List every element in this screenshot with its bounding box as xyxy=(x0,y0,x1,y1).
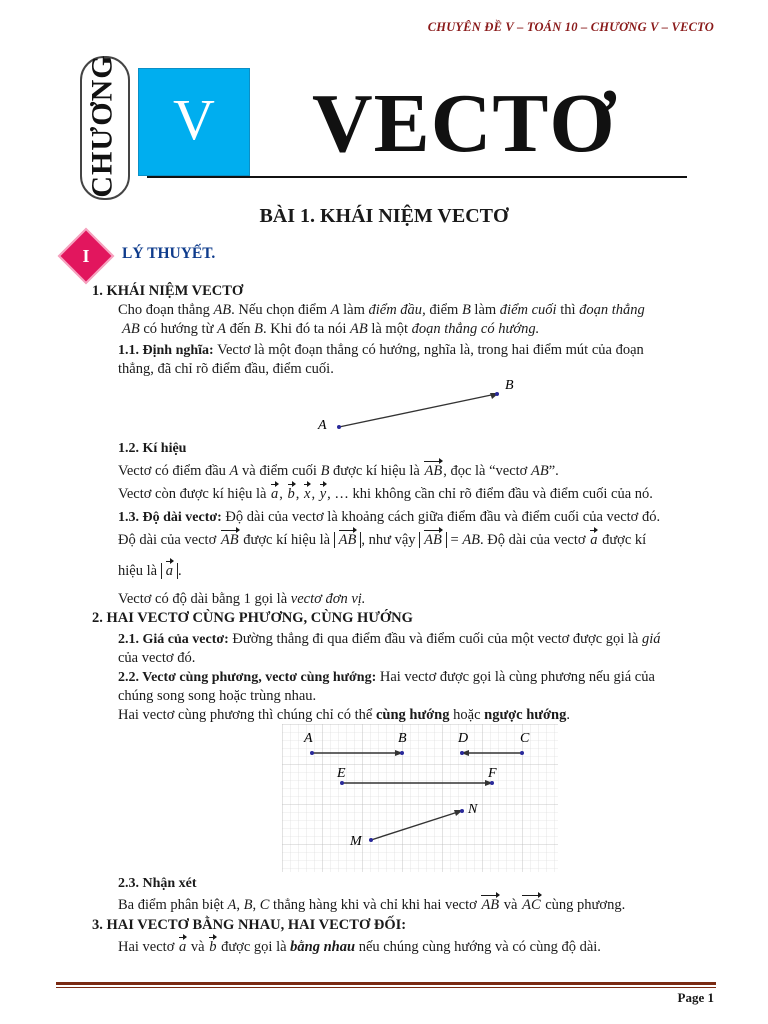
text: , như vậy xyxy=(361,532,416,548)
length-line-2 xyxy=(118,531,646,550)
length-line-3: hiệu là a . xyxy=(118,563,182,579)
term-directed-segment: đoạn thẳng có hướng. xyxy=(411,321,540,337)
point-m xyxy=(369,838,373,842)
equal-vectors-line xyxy=(118,938,601,957)
vector-AB-magnitude: AB xyxy=(338,532,357,548)
vector-ab-figure xyxy=(300,370,540,440)
term-equal: bằng nhau xyxy=(290,939,356,955)
math-A: A xyxy=(217,321,226,337)
text: và xyxy=(503,897,518,913)
text: thì xyxy=(560,302,576,318)
vector-AC: AC xyxy=(522,897,541,913)
text: . Nếu chọn điểm xyxy=(231,302,328,318)
paragraph-1-line-2 xyxy=(122,320,539,339)
paragraph-1-line-1 xyxy=(118,301,645,320)
section-title: LÝ THUYẾT. xyxy=(122,245,216,262)
title-divider xyxy=(147,176,687,178)
math-C: C xyxy=(259,897,270,913)
point-b xyxy=(495,392,499,396)
collinear-line-2: chúng song song hoặc trùng nhau. xyxy=(118,688,317,704)
term-segment: đoạn thẳng xyxy=(579,302,645,318)
point-e xyxy=(340,781,344,785)
text: Ba điểm phân biệt xyxy=(118,897,224,913)
math-A: A xyxy=(227,897,237,913)
text: thẳng hàng khi và chỉ khi hai vectơ xyxy=(273,897,477,913)
definition-text: Vectơ là một đoạn thẳng có hướng, nghĩa là, trong hai điểm mút của đoạn xyxy=(217,342,644,358)
text: được kí hiệu là xyxy=(333,463,420,479)
notation-line-2: Vectơ còn được kí hiệu là a, b, x, y, … khi không cần chỉ rõ điểm đầu và điểm cuối của nó. xyxy=(118,486,653,502)
term-end-point: điểm cuối xyxy=(499,302,557,318)
term-start-point: điểm đầu xyxy=(368,302,423,318)
text: , điểm xyxy=(422,302,459,318)
vector-a: a xyxy=(179,939,187,955)
text: Cho đoạn thẳng xyxy=(118,302,210,318)
label-c: C xyxy=(520,731,530,746)
math-AB: AB xyxy=(122,321,140,337)
length-label: 1.3. Độ dài vectơ: xyxy=(118,510,222,525)
text: Hai vectơ được gọi là cùng phương nếu giá của xyxy=(379,669,655,685)
text: là một xyxy=(371,321,408,337)
vector-AB-magnitude: AB xyxy=(424,532,442,548)
heading-2-3: 2.3. Nhận xét xyxy=(118,876,197,891)
vector-a-magnitude: a xyxy=(165,563,173,579)
text: Hai vectơ cùng phương thì chúng chỉ có thể xyxy=(118,707,373,723)
text: có hướng từ xyxy=(143,321,214,337)
vector-b: b xyxy=(287,486,295,502)
text: = xyxy=(450,532,459,548)
text: cùng phương. xyxy=(545,897,626,913)
text: Hai vectơ xyxy=(118,939,175,955)
text: , đọc là “vectơ xyxy=(443,463,528,479)
label-a: A xyxy=(318,418,327,433)
point-a xyxy=(310,751,314,755)
chapter-number-box: V xyxy=(138,68,250,176)
math-AB: AB xyxy=(213,302,232,318)
heading-3: 3. HAI VECTƠ BẰNG NHAU, HAI VECTƠ ĐỐI: xyxy=(92,917,407,933)
text: được gọi là xyxy=(221,939,287,955)
text: . Độ dài của vectơ xyxy=(480,532,586,548)
label-m: M xyxy=(350,834,362,849)
text: làm xyxy=(343,302,365,318)
chapter-label-text: CHƯƠNG xyxy=(86,54,119,198)
point-d xyxy=(460,751,464,755)
direction-grid-figure xyxy=(282,724,558,872)
math-B: B xyxy=(254,321,263,337)
vector-y: y xyxy=(319,486,327,502)
length-line-4 xyxy=(118,590,365,609)
vector-x: x xyxy=(304,486,311,502)
math-B: B xyxy=(461,302,471,318)
collinear-line-3 xyxy=(118,706,570,725)
term-opposite-direction: ngược hướng xyxy=(484,707,567,723)
label-a: A xyxy=(304,731,313,746)
text: nếu chúng cùng hướng và có cùng độ dài. xyxy=(358,939,601,955)
math-AB: AB xyxy=(530,463,549,479)
vector-AB: AB xyxy=(424,463,443,479)
lesson-title: BÀI 1. KHÁI NIỆM VECTƠ xyxy=(259,205,509,227)
chapter-label xyxy=(80,56,126,196)
heading-2: 2. HAI VECTƠ CÙNG PHƯƠNG, CÙNG HƯỚNG xyxy=(92,610,413,626)
point-f xyxy=(490,781,494,785)
math-A: A xyxy=(229,463,239,479)
text: , … khi không cần chỉ rõ điểm đầu và điểm cuối của nó. xyxy=(327,486,653,502)
text: Độ dài của vectơ xyxy=(118,532,217,548)
point-b xyxy=(400,751,404,755)
text: Độ dài của vectơ là khoảng cách giữa điểm đầu và điểm cuối của vectơ đó. xyxy=(225,509,661,525)
term-support: giá xyxy=(642,631,661,647)
chapter-title: VECTƠ xyxy=(312,77,616,170)
vector-a: a xyxy=(590,532,598,548)
page-number: Page 1 xyxy=(677,990,714,1005)
vector-ab-line xyxy=(339,394,496,427)
point-n xyxy=(460,809,464,813)
text: Vectơ còn được kí hiệu là xyxy=(118,486,267,502)
math-B: B xyxy=(320,463,330,479)
definition-line-1 xyxy=(118,341,644,360)
text: và điểm cuối xyxy=(242,463,317,479)
label-b: B xyxy=(398,731,407,746)
heading-1: 1. KHÁI NIỆM VECTƠ xyxy=(92,283,244,299)
remark-line: Ba điểm phân biệt A, B, C thẳng hàng khi và chỉ khi hai vectơ AB và AC cùng phương. xyxy=(118,897,626,913)
text: . Khi đó ta nói xyxy=(262,321,347,337)
label-b: B xyxy=(505,378,514,393)
math-AB: AB xyxy=(349,321,368,337)
running-header: CHUYÊN ĐỀ V – TOÁN 10 – CHƯƠNG V – VECTO xyxy=(427,20,714,34)
grid-major xyxy=(282,724,558,872)
text: làm xyxy=(474,302,497,318)
footer-rule-thin xyxy=(56,987,716,988)
support-line-1 xyxy=(118,630,661,649)
label-d: D xyxy=(458,731,469,746)
heading-1-2: 1.2. Kí hiệu xyxy=(118,441,187,456)
label-f: F xyxy=(488,766,497,781)
text: Vectơ có độ dài bằng 1 gọi là xyxy=(118,591,288,607)
collinear-line-1 xyxy=(118,668,655,687)
definition-line-2: thẳng, đã chỉ rõ điểm đầu, điểm cuối. xyxy=(118,361,334,377)
math-B: B xyxy=(243,897,253,913)
math-A: A xyxy=(330,302,340,318)
definition-label: 1.1. Định nghĩa: xyxy=(118,343,214,358)
text: Vectơ có điểm đầu xyxy=(118,463,226,479)
text: đến xyxy=(229,321,251,337)
point-c xyxy=(520,751,524,755)
vector-a: a xyxy=(271,486,279,502)
term-unit-vector: vectơ đơn vị. xyxy=(290,591,366,607)
text: và xyxy=(190,939,205,955)
length-line-1 xyxy=(118,508,660,527)
section-numeral: I xyxy=(82,246,90,266)
label-e: E xyxy=(337,766,346,781)
collinear-label: 2.2. Vectơ cùng phương, vectơ cùng hướng: xyxy=(118,670,377,685)
label-n: N xyxy=(468,802,478,817)
notation-line-1 xyxy=(118,462,559,481)
text: được kí hiệu là xyxy=(243,532,331,548)
text: hoặc xyxy=(453,707,481,723)
support-line-2: của vectơ đó. xyxy=(118,650,196,666)
vector-AB: AB xyxy=(220,532,239,548)
point-a xyxy=(337,425,341,429)
vector-AB: AB xyxy=(481,897,500,913)
text: ”. xyxy=(548,463,559,479)
math-AB: AB xyxy=(462,532,481,548)
vector-b: b xyxy=(209,939,217,955)
text: được kí xyxy=(602,532,647,548)
term-same-direction: cùng hướng xyxy=(375,707,450,723)
text: hiệu là xyxy=(118,563,158,579)
footer-rule-thick xyxy=(56,982,716,985)
support-label: 2.1. Giá của vectơ: xyxy=(118,632,229,647)
text: . xyxy=(566,707,570,723)
text: Đường thẳng đi qua điểm đầu và điểm cuối của một vectơ được gọi là xyxy=(232,631,639,647)
